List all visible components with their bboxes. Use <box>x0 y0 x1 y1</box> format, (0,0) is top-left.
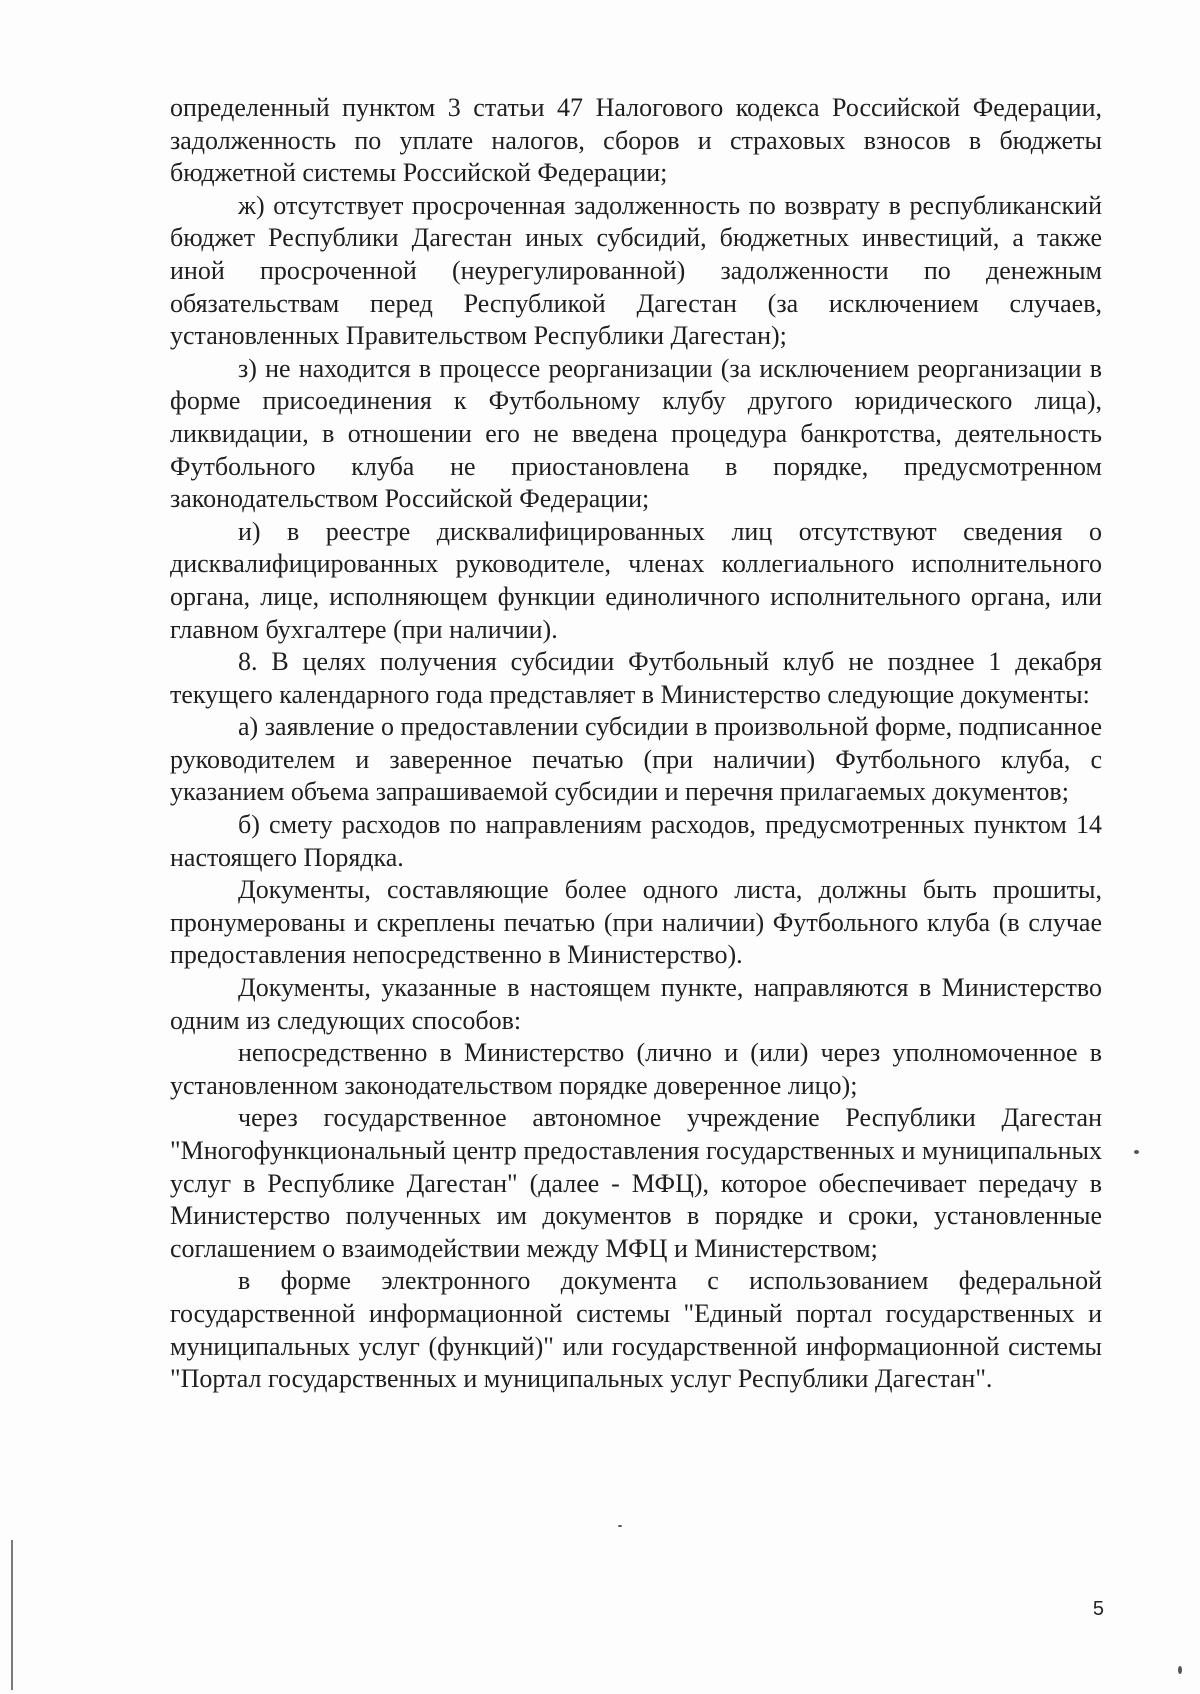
paragraph-submission-methods: Документы, указанные в настоящем пункте, направляются в Министерство одним из следующих способов: <box>170 973 1102 1035</box>
page-number: 5 <box>1092 1598 1104 1620</box>
scan-speck-artifact <box>1134 1150 1139 1154</box>
paragraph-item-z: з) не находится в процессе реорганизации (за исключением реорганизации в форме присоединения к Футбольному клубу другого юридического лица), ликвидации, в отношении его не введена процедура банкротства, деятельность Футбольного клуба не приостановлена в порядке, предусмотренном законодательством Российской Федерации; <box>170 353 1102 514</box>
paragraph-item-i: и) в реестре дисквалифицированных лиц отсутствуют сведения о дисквалифицированных руководителе, членах коллегиального исполнительного органа, лице, исполняющем функции единоличного исполнительного органа, или главном бухгалтере (при наличии). <box>170 516 1102 644</box>
paragraph-item-a: а) заявление о предоставлении субсидии в произвольной форме, подписанное руководителем и заверенное печатью (при наличии) Футбольного клуба, с указанием объема запрашиваемой субсидии и перечня прилагаемых документов; <box>170 712 1102 807</box>
document-body <box>170 92 1102 1396</box>
paragraph-continuation: определенный пунктом 3 статьи 47 Налогового кодекса Российской Федерации, задолженность по уплате налогов, сборов и страховых взносов в бюджеты бюджетной системы Российской Федерации; <box>170 93 1102 188</box>
paragraph-binding-requirements: Документы, составляющие более одного листа, должны быть прошиты, пронумерованы и скреплены печатью (при наличии) Футбольного клуба (в случае предоставления непосредственно в Министерство). <box>170 875 1102 970</box>
scan-edge-artifact <box>11 1540 13 1690</box>
paragraph-method-mfc: через государственное автономное учреждение Республики Дагестан "Многофункциональный центр предоставления государственных и муниципальных услуг в Республике Дагестан" (далее - МФЦ), которое обеспечивает передачу в Министерство полученных им документов в порядке и сроки, установленные соглашением о взаимодействии между МФЦ и Министерством; <box>170 1103 1102 1263</box>
paragraph-item-b: б) смету расходов по направлениям расходов, предусмотренных пунктом 14 настоящего Порядка. <box>170 810 1102 872</box>
paragraph-item-zh: ж) отсутствует просроченная задолженность по возврату в республиканский бюджет Республики Дагестан иных субсидий, бюджетных инвестиций, а также иной просроченной (неурегулированной) задолженности по денежным обязательствам перед Республикой Дагестан (за исключением случаев, установленных Правительством Республики Дагестан); <box>170 190 1102 351</box>
paragraph-clause-8: 8. В целях получения субсидии Футбольный клуб не позднее 1 декабря текущего календарного года представляет в Министерство следующие документы: <box>170 647 1102 709</box>
paragraph-method-direct: непосредственно в Министерство (лично и (или) через уполномоченное в установленном законодательством порядке доверенное лицо); <box>170 1038 1102 1100</box>
paragraph-method-electronic: в форме электронного документа с использованием федеральной государственной информационной системы "Единый портал государственных и муниципальных услуг (функций)" или государственной информационной системы "Портал государственных и муниципальных услуг Республики Дагестан". <box>170 1266 1102 1394</box>
scan-speck-artifact <box>618 1525 622 1527</box>
scan-speck-artifact <box>1178 1666 1182 1674</box>
